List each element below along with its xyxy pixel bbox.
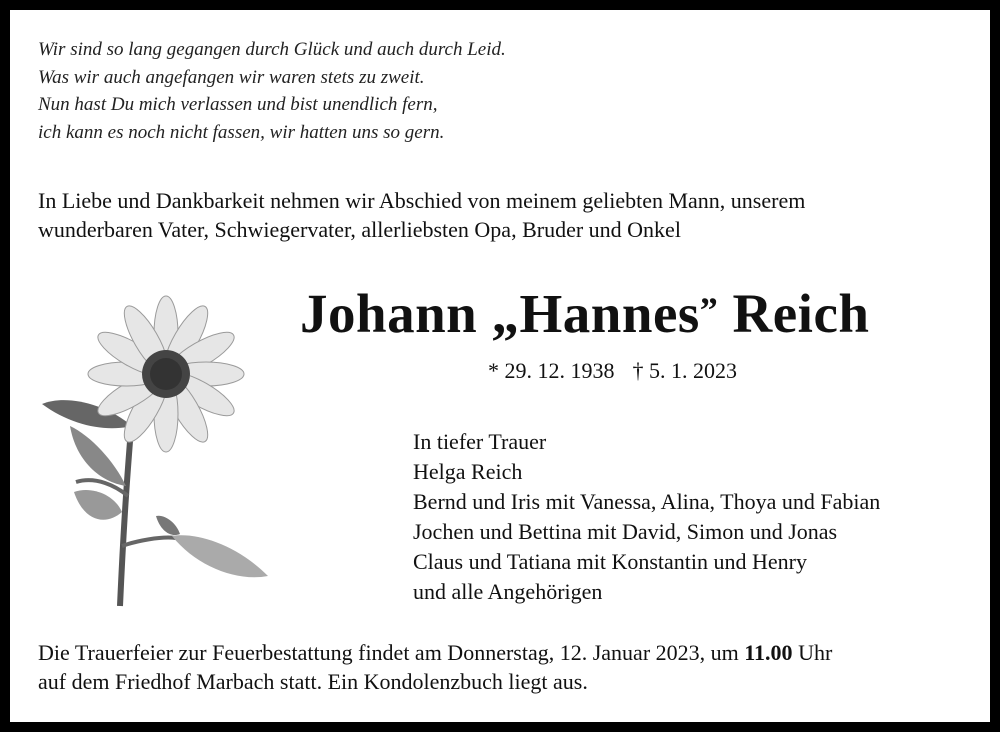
mourner-line: Bernd und Iris mit Vanessa, Alina, Thoya und Fabian	[413, 489, 881, 514]
mourner-line: In tiefer Trauer	[413, 429, 547, 454]
poem-line: Wir sind so lang gegangen durch Glück und auch durch Leid.	[38, 39, 506, 60]
mourner-line: Jochen und Bettina mit David, Simon und Jonas	[413, 519, 838, 544]
funeral-text-suffix: Uhr	[792, 640, 833, 665]
birth-date: * 29. 12. 1938	[488, 358, 615, 383]
intro-line: In Liebe und Dankbarkeit nehmen wir Abschied von meinem geliebten Mann, unserem	[38, 188, 806, 213]
first-name: Johann	[300, 283, 478, 344]
intro-line: wunderbaren Vater, Schwiegervater, allerliebsten Opa, Bruder und Onkel	[38, 217, 681, 242]
death-date: † 5. 1. 2023	[632, 358, 737, 383]
quote-open: „	[491, 283, 520, 344]
intro-text	[38, 186, 805, 244]
funeral-time: 11.00	[744, 640, 793, 665]
poem	[38, 36, 506, 146]
mourner-line: und alle Angehörigen	[413, 579, 603, 604]
poem-line: Was wir auch angefangen wir waren stets zu zweit.	[38, 66, 425, 88]
quote-close: ”	[699, 290, 719, 330]
surname: Reich	[732, 283, 870, 344]
mourner-line: Claus und Tatiana mit Konstantin und Henry	[413, 549, 808, 574]
poem-line: Nun hast Du mich verlassen und bist unendlich fern,	[38, 94, 438, 115]
funeral-text: Die Trauerfeier zur Feuerbestattung findet am Donnerstag, 12. Januar 2023, um	[38, 640, 745, 665]
deceased-name	[300, 282, 869, 345]
funeral-info	[38, 638, 832, 696]
sunflower-icon	[36, 286, 276, 608]
funeral-line-2: auf dem Friedhof Marbach statt. Ein Kondolenzbuch liegt aus.	[38, 669, 588, 694]
funeral-line-1	[38, 638, 832, 667]
obituary-notice	[10, 10, 990, 722]
mourners-list	[413, 427, 880, 607]
nickname: Hannes	[519, 283, 700, 344]
life-dates	[488, 358, 737, 384]
poem-line: ich kann es noch nicht fassen, wir hatten uns so gern.	[38, 121, 445, 143]
mourner-line: Helga Reich	[413, 459, 523, 484]
